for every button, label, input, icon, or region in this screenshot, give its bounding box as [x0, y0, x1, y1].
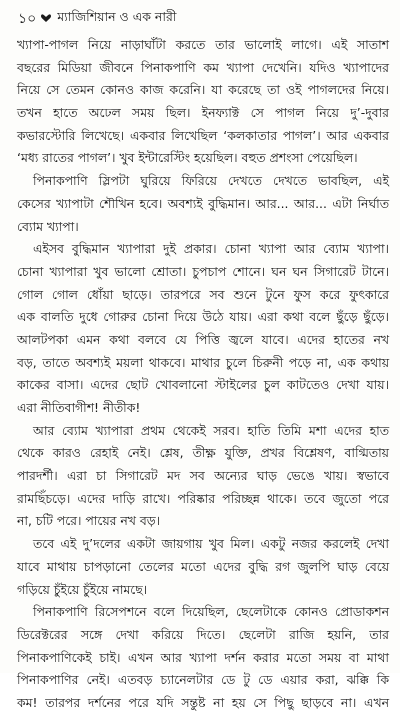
page-header	[18, 8, 388, 30]
text-line: পিনাকপাণিকেই চাই। এখন আর খ্যাপা দর্শন করার মতো সময় বা মাথা	[17, 649, 389, 665]
text-line: নিয়ে সে তেমন কোনও কাজ করেনি। যা করেছে তা ওই পাগলদের নিয়ে।	[17, 82, 389, 98]
text-line: রামছিঁচড়ে। এদের দাড়ি রাখে। পরিষ্কার পরিচ্ছন্ন থাকে। তবে জুতো পরে	[17, 490, 389, 506]
body-text	[17, 34, 389, 710]
ornament-icon	[40, 13, 52, 26]
text-line: কেসের খ্যাপাটা শৌখিন হবে। অবশ্যই বুদ্ধিমান। আর... আর... এটা নির্ঘাত	[17, 195, 389, 211]
text-line: ডিরেক্টরের সঙ্গে দেখা করিয়ে দিতে। ছেলেটা রাজি হয়নি, তার	[17, 626, 389, 642]
text-line: কভারস্টোরি লিখেছে। একবার লিখেছিল ‘কলকাতার পাগল’। আর একবার	[17, 127, 389, 143]
text-line: কম! তারপর দর্শনের পরে যদি সন্তুষ্ট না হয় সে পিছু ছাড়বে না। এখন	[17, 694, 389, 710]
text-line: বড়, তাতে অবশ্যই ময়লা থাকবে। মাথার চুলে চিরুনী পড়ে না, এক কথায়	[17, 354, 389, 370]
text-line: পারদর্শী। এরা চা সিগারেট মদ সব অন্যের ঘাড় ভেঙে খায়। স্বভাবে	[17, 468, 389, 484]
text-line: এরা নীতিবাগীশ! নীতীক!	[17, 400, 141, 415]
text-line: খ্যাপা-পাগল নিয়ে নাড়াঘাঁটা করতে তার ভালোই লাগে। এই সাতাশ	[17, 37, 389, 52]
text-line: কাকের বাসা। এদের ছোট খোবলানো স্টাইলের চুল কাটতেও দেখা যায়।	[17, 377, 389, 393]
text-line: এইসব বুদ্ধিমান খ্যাপারা দুই প্রকার। চোনা খ্যাপা আর ব্যোম খ্যাপা।	[33, 241, 389, 257]
text-line: আর ব্যোম খ্যাপারা প্রথম থেকেই সরব। হাতি তিমি মশা এদের হাত	[33, 422, 389, 438]
text-line: তবে এই দু’দলের একটা জায়গায় খুব মিল। একটু নজর করলেই দেখা	[33, 536, 389, 552]
text-line: বছরের মিডিয়া জীবনে পিনাকপাণি কম খ্যাপা দেখেনি। যদিও খ্যাপাদের	[17, 59, 389, 75]
text-line: চোনা খ্যাপারা খুব ভালো শ্রোতা। চুপচাপ শোনে। ঘন ঘন সিগারেট টানে।	[17, 263, 389, 279]
text-line: ব্যোম খ্যাপা।	[17, 218, 79, 234]
text-line: পিনাকপাণি রিসেপশনে বলে দিয়েছিল, ছেলেটাকে কোনও প্রোডাকশন	[33, 604, 389, 620]
text-line: এক বালতি দুধে গোরুর চোনা দিয়ে উঠে যায়। এরা কথা বলে ছুঁড়ে ছুঁড়ে।	[17, 309, 389, 325]
text-line: না, চটি পরে। পায়ের নখ বড়।	[17, 513, 161, 529]
text-line: ‘মধ্য রাতের পাগল’। খুব ইন্টারেস্টিং হয়েছিল। বহুত প্রশংসা পেয়েছিল।	[17, 150, 358, 166]
text-line: যাবে মাথায় চাপড়ানো তেলের মতো এদের বুদ্ধি রগ জুলপি ঘাড় বেয়ে	[17, 558, 389, 574]
text-line: গড়িয়ে চুঁইয়ে চুঁইয়ে নামছে।	[17, 581, 148, 597]
text-line: পিনাকপাণি স্লিপটা ঘুরিয়ে ফিরিয়ে দেখতে দেখতে ভাবছিল, এই	[33, 173, 389, 189]
text-line: থেকে কারও রেহাই নেই। শ্লেষ, তীক্ষ্ণ যুক্তি, প্রখর বিশ্লেষণ, বাগ্মিতায়	[17, 445, 389, 461]
text-line: আলটপকা এমন কথা বলবে যে পিত্তি জ্বলে যাবে। এদের হাতের নখ	[17, 331, 389, 347]
running-title: ম্যাজিশিয়ান ও এক নারী	[57, 9, 177, 24]
text-line: গোল গোল ধোঁয়া ছাড়ে। তারপরে সব শুনে টুনে ফুস করে ফুৎকারে	[17, 286, 389, 302]
page-number: ১০	[18, 11, 37, 27]
text-line: পিনাকপাণির নেই। এতবড় চ্যানেলটার ডে টু ডে এয়ার করা, ঝক্কি কি	[17, 672, 389, 688]
text-line: তখন হাতে অঢেল সময় ছিল। ইনফ্যাক্ট সে পাগল নিয়ে দু’-দুবার	[17, 105, 389, 121]
